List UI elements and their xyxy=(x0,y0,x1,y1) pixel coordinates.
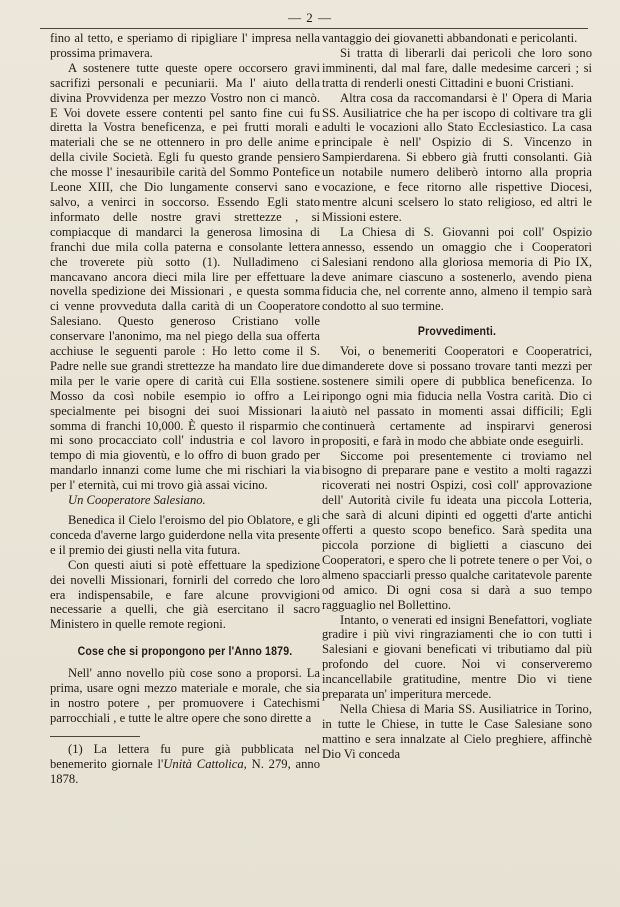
footnote xyxy=(50,742,320,787)
paragraph: Si tratta di liberarli dai pericoli che loro sono imminenti, dal mal fare, dalle medesime carceri ; si tratta di renderli onesti Cittadini e buoni Cristiani. xyxy=(322,45,592,90)
paragraph: vantaggio dei giovanetti abbandonati e pericolanti. xyxy=(322,31,578,45)
paragraph: Con questi aiuti si potè effettuare la spedizione dei novelli Missionari, fornirli del corredo che loro era indispensabile, e fare alcune provvigioni necessarie a quelli, che già esercitano il sacro Ministero in quelle remote regioni. xyxy=(50,557,320,632)
left-column xyxy=(50,31,320,901)
footnote-rule xyxy=(50,736,140,737)
paragraph: Nell' anno novello più cose sono a proporsi. La prima, usare ogni mezzo materiale e morale, che sia in nostro potere , per promuovere i Catechismi parrocchiali , e tutte le altre opere che sono dirette a xyxy=(50,666,320,725)
section-heading: Provvedimenti. xyxy=(417,324,497,339)
footnote-newspaper-title: Unità Cattolica xyxy=(163,756,244,771)
page-number: — 2 — xyxy=(288,10,332,25)
paragraph: La Chiesa di S. Giovanni poi coll' Ospizio annesso, essendo un omaggio che i Cooperatori Salesiani rendono alla gloriosa memoria di Pio IX, deve animare ciascuno a sostenerlo, avendo piena fiducia che, nel corrente anno, almeno il tempio sarà condotto al suo termine. xyxy=(322,224,592,314)
signature: Un Cooperatore Salesiano. xyxy=(68,493,206,508)
paragraph: fino al tetto, e speriamo di ripigliare l' impresa nella prossima primavera. xyxy=(50,31,320,60)
paragraph: A sostenere tutte queste opere occorsero gravi sacrifizi personali e pecuniarii. Ma l' aiuto della divina Provvidenza per mezzo Vostro non ci mancò. E Voi dovete essere contenti pel santo fine cui fu diretta la Vostra beneficenza, e pei frutti morali e materiali che se ne ottennero in pro delle anime e della civile Società. Egli fu questo grande pensiero che mosse l' inesauribile carità del Sommo Pontefice Leone XIII, che Dio lungamente conservi sano e salvo, a venirci in soccorso. Essendo Egli stato informato delle nostre gravi strettezze , si compiacque di mandarci la generosa limosina di franchi due mila colla paterna e consolante lettera che troverete più sotto (1). Nulladimeno ci mancavano ancora dieci mila lire per effettuare la novella spedizione dei Missionari , e questa somma ci venne provveduta dalla carità di un Cooperatore Salesiano. Questo generoso Cristiano volle conservare l'anonimo, ma nel piego della sua offerta acchiuse le seguenti parole : Ho letto come il S. Padre nelle sue grandi strettezze ha mandato lire due mila per le varie opere di carità cui Ella sostiene. Mosso da così nobile esempio io offro a Lei specialmente pei bisogni dei suoi Missionari la somma di franchi 10,000. È questo il risparmio che mi sono procacciato coll' industria e col lavoro in tempo di mia gioventù, e lo offro di buon grado per mandarlo innanzi come lume che mi rischiari la via per l' eternità, cui mi trovo già assai vicino. xyxy=(50,60,320,493)
paragraph: Voi, o benemeriti Cooperatori e Cooperatrici, dimanderete dove si possano trovare tanti mezzi per sostenere simili opere di pubblica beneficenza. Io ripongo ogni mia fiducia nella Vostra carità. Dio ci aiutò nel passato in momenti assai difficili; Egli continuerà certamente ad inspirarvi generosi propositi, e farà in modo che abbiate onde eseguirli. xyxy=(322,344,592,448)
paragraph: Altra cosa da raccomandarsi è l' Opera di Maria SS. Ausiliatrice che ha per iscopo di coltivare tra gli adulti le vocazioni allo Stato Ecclesiastico. La casa principale è nell' Ospizio di S. Vincenzo in Sampierdarena. Si ebbero già frutti consolanti. Già un notabile numero deliberò intorno alla propria vocazione, e fece ritorno alle rispettive Diocesi, mentre alcuni scelsero lo stato religioso, ed altri le Missioni estere. xyxy=(322,90,592,224)
footnote-text: (1) La lettera fu pure già pubblicata nel benemerito giornale l' xyxy=(50,741,320,771)
paragraph: Intanto, o venerati ed insigni Benefattori, vogliate gradire i più vivi ringraziamenti che io con tutti i Salesiani e giovani beneficati vi tributiamo dal più profondo del cuore. Noi vi conserveremo incancellabile gratitudine, mentre Dio vi tiene preparata un' imperitura mercede. xyxy=(322,612,592,702)
paragraph: Siccome poi presentemente ci troviamo nel bisogno di preparare pane e vestito a molti ragazzi ricoverati nei nostri Ospizi, così coll' approvazione dell' Autorità civile fu ideata una piccola Lotteria, che sarà di alcuni dipinti ed oggetti d'arte antichi offerti a questo scopo benefico. Sarà spedita una piccola porzione di biglietti a ciascuno dei Cooperatori, e spero che li potrete tenere o per Voi, o almeno spacciarli presso qualche caritatevole parente od amico. Di ogni cosa si darà a suo tempo ragguaglio nel Bollettino. xyxy=(322,448,592,612)
footnote-text-end: , N. 279, anno 1878. xyxy=(50,756,320,786)
header-rule xyxy=(40,28,588,29)
right-column xyxy=(322,31,592,901)
paragraph: Nella Chiesa di Maria SS. Ausiliatrice in Torino, in tutte le Chiese, in tutte le Case Salesiane sono mattino e sera innalzate al Cielo preghiere, affinchè Dio Vi conceda xyxy=(322,701,592,761)
section-heading: Cose che si propongono per l'Anno 1879. xyxy=(77,644,293,659)
paragraph: Benedica il Cielo l'eroismo del pio Oblatore, e gli conceda d'averne largo guiderdone nella vita presente e il premio dei giusti nella vita futura. xyxy=(50,513,320,557)
